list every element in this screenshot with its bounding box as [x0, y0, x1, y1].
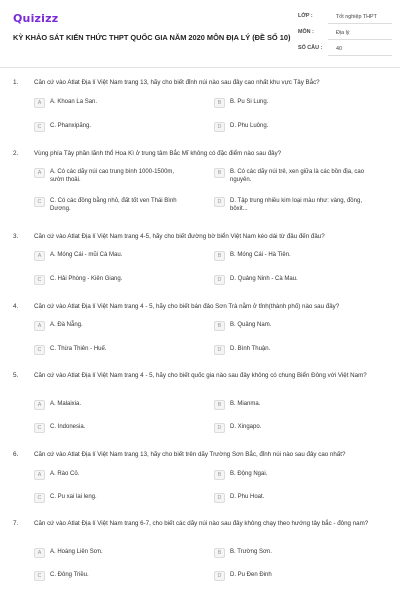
option-text: A. Đà Nẵng. [50, 322, 83, 328]
option-letter-badge: C [34, 493, 45, 503]
meta-row-subject [298, 28, 392, 42]
option-text: C. Hải Phòng - Kiên Giang. [50, 276, 123, 282]
option-letter-badge: A [34, 400, 45, 410]
meta-label-subject: MÔN : [298, 29, 314, 35]
option-text: B. Mianma. [230, 401, 261, 407]
option-text: B. Móng Cái - Hà Tiên. [230, 252, 291, 258]
question-text: Căn cứ vào Atlat Địa lí Việt Nam trang 4 - 5, hãy cho biết quốc gia nào sau đây không có chung Biển Đông với Việt Nam? [34, 372, 367, 379]
option-text: C. Thừa Thiên - Huế. [50, 346, 107, 352]
meta-value-class: Tốt nghiệp THPT [328, 12, 392, 24]
option-text: D. Quảng Ninh - Cà Mau. [230, 276, 298, 282]
option-text: A. Rào Cỏ. [50, 471, 80, 477]
meta-value-question-count: 40 [328, 44, 392, 56]
option-letter-badge: D [214, 275, 225, 285]
meta-label-question-count: SỐ CÂU : [298, 45, 323, 51]
option-text: B. Trường Sơn. [230, 549, 272, 555]
option-text: B. Động Ngai. [230, 471, 268, 477]
option-letter-badge: A [34, 168, 45, 178]
worksheet-meta [298, 12, 392, 60]
option-text: D. Pu Đen Đinh [230, 572, 272, 578]
option-text: A. Có các dãy núi cao trung bình 1000-1500m, sườn thoải. [50, 169, 175, 183]
option-letter-badge: D [214, 122, 225, 132]
option-text: B. Có các dãy núi trẻ, xen giữa là các bồn địa, cao nguyên. [230, 169, 365, 183]
question-text: Căn cứ vào Atlat Địa lí Việt Nam trang 13, hãy cho biết trên dãy Trường Sơn Bắc, đỉnh núi nào sau đây cao nhất? [34, 451, 346, 458]
option-letter-badge: C [34, 423, 45, 433]
option-letter-badge: B [214, 400, 225, 410]
option-text: A. Hoàng Liên Sơn. [50, 549, 103, 555]
worksheet-title: KỲ KHẢO SÁT KIẾN THỨC THPT QUỐC GIA NĂM 2020 MÔN ĐỊA LÝ (ĐỀ SỐ 10) [13, 33, 291, 42]
option-text: D. Bình Thuận. [230, 346, 271, 352]
option-text: B. Pu Si Lung. [230, 99, 269, 105]
quizizz-logo[interactable]: Quizizz [13, 12, 59, 25]
question-number: 2. [13, 150, 19, 157]
option-text: D. Tập trung nhiều kim loại màu như: vàng, đồng, bôxit... [230, 198, 362, 212]
option-letter-badge: A [34, 548, 45, 558]
question-number: 1. [13, 79, 19, 86]
meta-row-question-count [298, 44, 392, 58]
question-text: Căn cứ vào Atlat Địa lí Việt Nam trang 13, hãy cho biết đỉnh núi nào sau đây cao nhất khu vực Tây Bắc? [34, 79, 320, 86]
option-letter-badge: A [34, 321, 45, 331]
option-text: B. Quảng Nam. [230, 322, 272, 328]
option-letter-badge: D [214, 493, 225, 503]
option-letter-badge: D [214, 423, 225, 433]
worksheet-header [0, 0, 400, 66]
option-letter-badge: A [34, 98, 45, 108]
option-letter-badge: C [34, 122, 45, 132]
question-number: 3. [13, 233, 19, 240]
question-text: Căn cứ vào Atlat Địa lí Việt Nam trang 4 - 5, hãy cho biết bán đảo Sơn Trà nằm ở tỉnh(thành phố) nào sau đây? [34, 303, 340, 310]
option-letter-badge: C [34, 345, 45, 355]
meta-label-class: LỚP : [298, 13, 313, 19]
option-letter-badge: D [214, 345, 225, 355]
meta-value-subject: Địa lý [328, 28, 392, 40]
option-text: C. Có các đồng bằng nhỏ, đất tốt ven Thái Bình Dương. [50, 198, 177, 212]
option-letter-badge: B [214, 470, 225, 480]
question-number: 5. [13, 372, 19, 379]
question-number: 4. [13, 303, 19, 310]
option-letter-badge: A [34, 470, 45, 480]
question-number: 6. [13, 451, 19, 458]
question-text: Căn cứ vào Atlat Địa lí Việt Nam trang 4-5, hãy cho biết đường bờ biển Việt Nam kéo dài từ đâu đến đâu? [34, 233, 325, 240]
option-letter-badge: A [34, 251, 45, 261]
option-letter-badge: B [214, 251, 225, 261]
option-text: C. Indonesia. [50, 424, 86, 430]
option-letter-badge: D [214, 197, 225, 207]
option-letter-badge: C [34, 197, 45, 207]
option-text: A. Khoan La San. [50, 99, 98, 105]
header-divider [0, 67, 400, 68]
option-text: C. Đông Triều. [50, 572, 89, 578]
option-text: D. Phu Hoat. [230, 494, 265, 500]
option-text: A. Malaixia. [50, 401, 82, 407]
option-text: C. Pu xai lai leng. [50, 494, 97, 500]
question-number: 7. [13, 520, 19, 527]
option-letter-badge: B [214, 548, 225, 558]
option-text: D. Phu Luông. [230, 123, 269, 129]
option-text: C. Phanxipăng. [50, 123, 92, 129]
meta-row-class [298, 12, 392, 26]
option-letter-badge: B [214, 98, 225, 108]
option-letter-badge: C [34, 571, 45, 581]
option-text: D. Xingapo. [230, 424, 262, 430]
option-letter-badge: B [214, 168, 225, 178]
option-letter-badge: C [34, 275, 45, 285]
option-text: A. Móng Cái - mũi Cà Mau. [50, 252, 123, 258]
question-text: Căn cứ vào Atlat Địa lí Việt Nam trang 6-7, cho biết các dãy núi nào sau đây không chạy theo hướng tây bắc - đông nam? [34, 520, 369, 527]
option-letter-badge: D [214, 571, 225, 581]
option-letter-badge: B [214, 321, 225, 331]
question-text: Vùng phía Tây phần lãnh thổ Hoa Kì ở trung tâm Bắc Mĩ không có đặc điểm nào sau đây? [34, 150, 282, 157]
